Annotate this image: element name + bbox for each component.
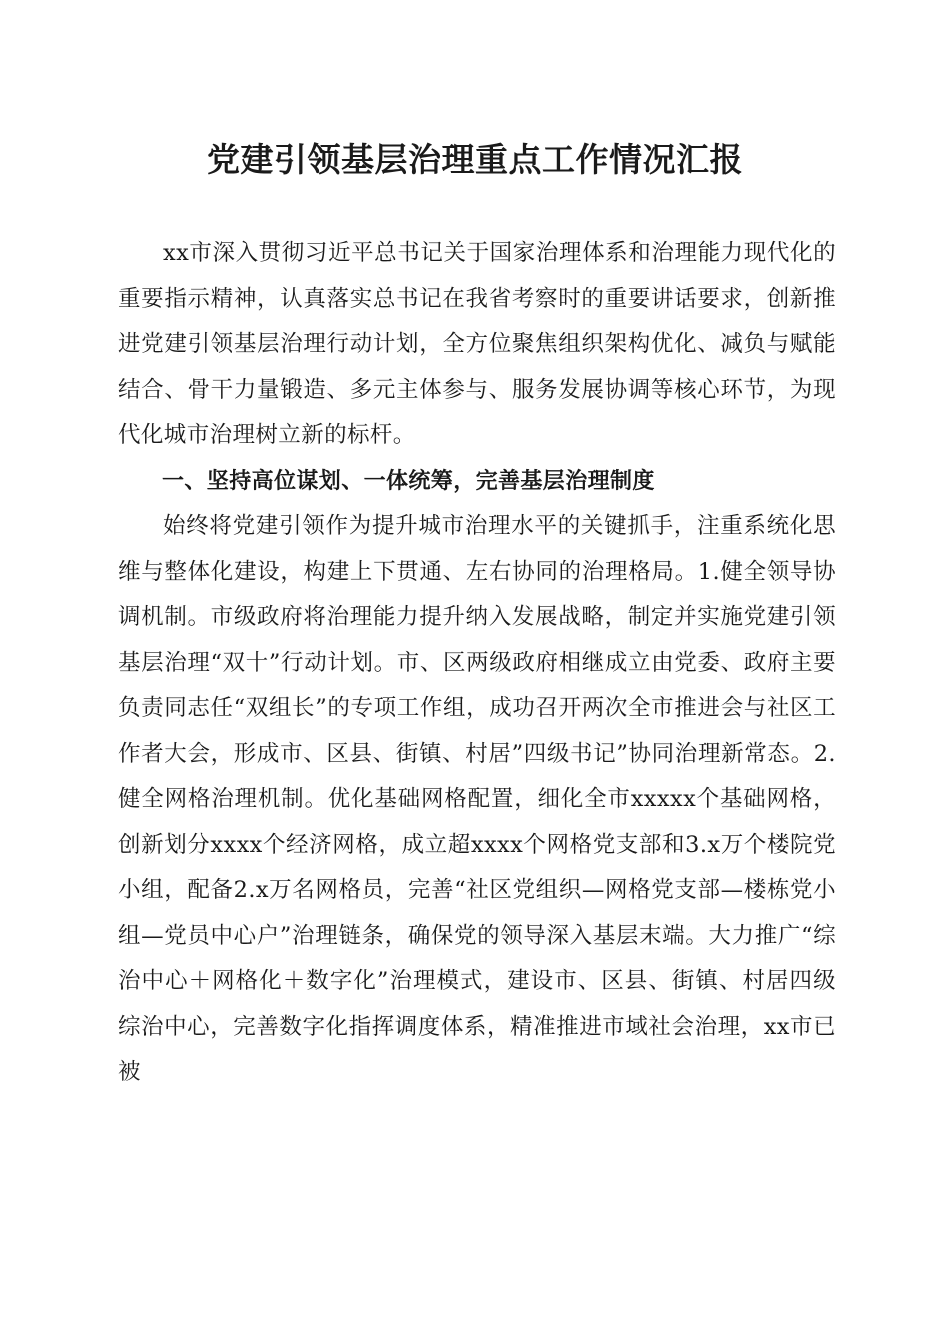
document-title: 党建引领基层治理重点工作情况汇报 [207, 140, 743, 179]
section-1-paragraph: 始终将党建引领作为提升城市治理水平的关键抓手，注重系统化思维与整体化建设，构建上下贯通、左右协同的治理格局。1.健全领导协调机制。市级政府将治理能力提升纳入发展战略，制定并实施党建引领基层治理“双十”行动计划。市、区两级政府相继成立由党委、政府主要负责同志任“双组长”的专项工作组，成功召开两次全市推进会与社区工作者大会，形成市、区县、街镇、村居”四级书记”协同治理新常态。2.健全网格治理机制。优化基础网格配置，细化全市xxxxx个基础网格，创新划分xxxx个经济网格，成立超xxxx个网格党支部和3.x万个楼院党小组，配备2.x万名网格员，完善“社区党组织—网格党支部—楼栋党小组—党员中心户”治理链条，确保党的领导深入基层末端。大力推广“综治中心＋网格化＋数字化”治理模式，建设市、区县、街镇、村居四级综治中心，完善数字化指挥调度体系，精准推进市域社会治理，xx市已被 [118, 513, 836, 1085]
section-heading-1: 一、坚持高位谋划、一体统筹，完善基层治理制度 [162, 468, 655, 494]
intro-paragraph: xx市深入贯彻习近平总书记关于国家治理体系和治理能力现代化的重要指示精神，认真落实总书记在我省考察时的重要讲话要求，创新推进党建引领基层治理行动计划，全方位聚焦组织架构优化、减负与赋能结合、骨干力量锻造、多元主体参与、服务发展协调等核心环节，为现代化城市治理树立新的标杆。 [118, 240, 836, 448]
document-body [118, 231, 836, 1096]
